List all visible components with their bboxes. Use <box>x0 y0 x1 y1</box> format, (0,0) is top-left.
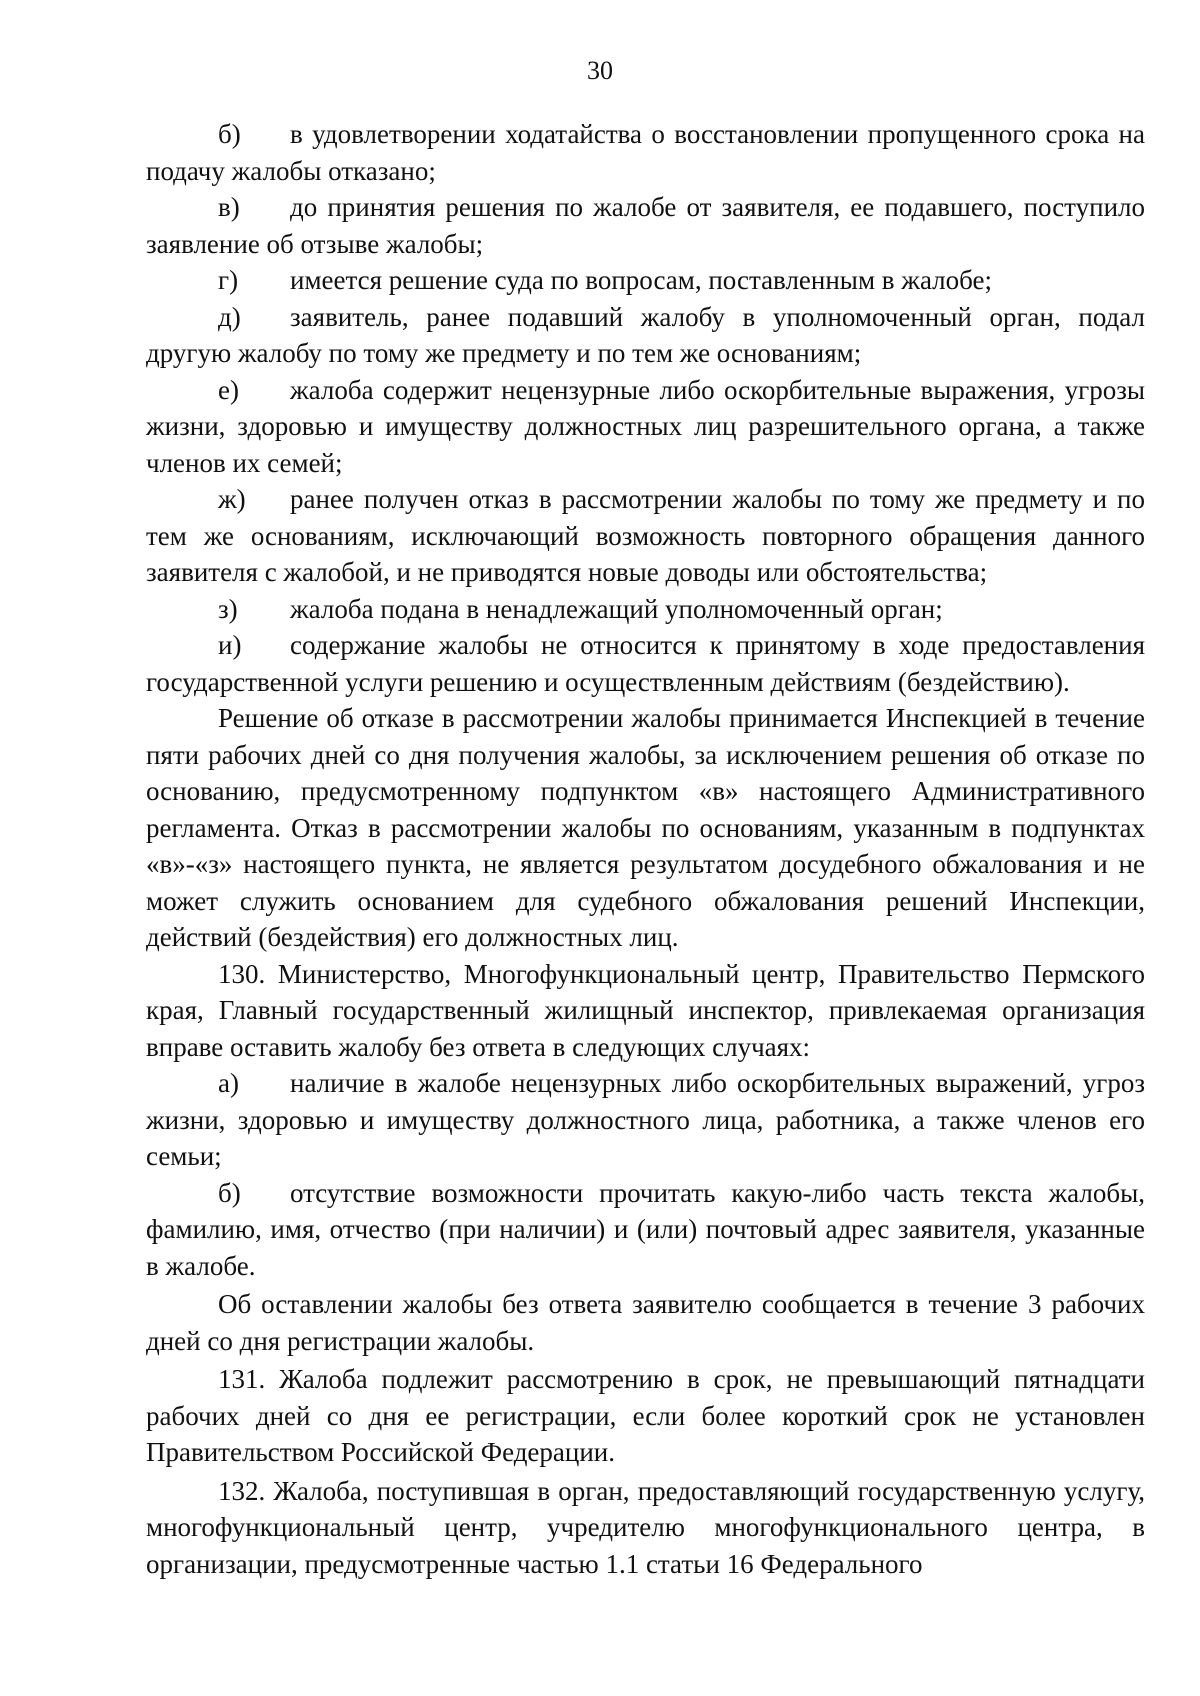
list-marker: а) <box>218 1068 239 1098</box>
list-item-b-2 <box>146 1175 1145 1285</box>
list-item-v <box>146 189 1145 262</box>
list-item-e <box>146 372 1145 482</box>
paragraph-text: заявитель, ранее подавший жалобу в уполномоченный орган, подал другую жалобу по тому же предмету и по тем же основаниям; <box>146 301 1145 368</box>
list-marker: д) <box>218 301 241 332</box>
paragraph-refusal-decision: Решение об отказе в рассмотрении жалобы принимается Инспекцией в течение пяти рабочих дней со дня получения жалобы, за исключением решения об отказе по основанию, предусмотренному подпунктом «в» настоящего Административного регламента. Отказ в рассмотрении жалобы по основаниям, указанным в подпунктах «в»-«з» настоящего пункта, не является результатом досудебного обжалования и не может служить основанием для судебного обжалования решений Инспекции, действий (бездействия) его должностных лиц. <box>146 703 1145 952</box>
list-item-b <box>146 116 1145 189</box>
paragraph-text: жалоба подана в ненадлежащий уполномоченный орган; <box>290 593 943 624</box>
list-marker: ж) <box>218 484 246 514</box>
list-marker: в) <box>218 192 240 222</box>
paragraph-text: отсутствие возможности прочитать какую-либо часть текста жалобы, фамилию, имя, отчество (при наличии) и (или) почтовый адрес заявителя, указанные в жалобе. <box>146 1177 1145 1281</box>
list-item-z <box>146 591 1145 628</box>
paragraph-text: содержание жалобы не относится к принятому в ходе предоставления государственной услуги решению и осуществленным действиям (бездействию). <box>146 630 1145 697</box>
list-item-a <box>146 1065 1145 1175</box>
paragraph-text: до принятия решения по жалобе от заявителя, ее подавшего, поступило заявление об отзыве жалобы; <box>146 192 1145 259</box>
list-marker: г) <box>218 265 239 295</box>
list-item-g <box>146 262 1145 299</box>
paragraph-no-answer-notice: Об оставлении жалобы без ответа заявителю сообщается в течение 3 рабочих дней со дня регистрации жалобы. <box>146 1289 1145 1356</box>
paragraph-text: имеется решение суда по вопросам, поставленным в жалобе; <box>290 265 992 295</box>
paragraph-text: ранее получен отказ в рассмотрении жалобы по тому же предмету и по тем же основаниям, исключающий возможность повторного обращения данного заявителя с жалобой, и не приводятся новые доводы или обстоятельства; <box>146 484 1145 587</box>
list-item-zh <box>146 481 1145 591</box>
paragraph-131: 131. Жалоба подлежит рассмотрению в срок, не превышающий пятнадцати рабочих дней со дня ее регистрации, если более короткий срок не установлен Правительством Российской Федерации. <box>146 1364 1145 1467</box>
page-number: 30 <box>587 56 613 85</box>
list-item-d <box>146 299 1145 372</box>
list-marker: е) <box>218 374 239 405</box>
paragraph-text: жалоба содержит нецензурные либо оскорбительные выражения, угрозы жизни, здоровью и имуществу должностных лиц разрешительного органа, а также членов их семей; <box>146 374 1145 478</box>
paragraph-text: в удовлетворении ходатайства о восстановлении пропущенного срока на подачу жалобы отказано; <box>146 119 1145 186</box>
list-marker: б) <box>218 1177 241 1208</box>
list-item-i <box>146 627 1145 700</box>
paragraph-132: 132. Жалоба, поступившая в орган, предоставляющий государственную услугу, многофункциональный центр, учредителю многофункционального центра, в организации, предусмотренные частью 1.1 статьи 16 Федерального <box>146 1475 1145 1579</box>
list-marker: з) <box>218 593 238 624</box>
list-marker: б) <box>218 119 241 149</box>
document-body <box>146 116 1145 1582</box>
paragraph-130: 130. Министерство, Многофункциональный центр, Правительство Пермского края, Главный государственный жилищный инспектор, привлекаемая организация вправе оставить жалобу без ответа в следующих случаях: <box>146 958 1145 1062</box>
paragraph-text: наличие в жалобе нецензурных либо оскорбительных выражений, угроз жизни, здоровью и имуществу должностного лица, работника, а также членов его семьи; <box>146 1068 1145 1171</box>
list-marker: и) <box>218 630 242 660</box>
